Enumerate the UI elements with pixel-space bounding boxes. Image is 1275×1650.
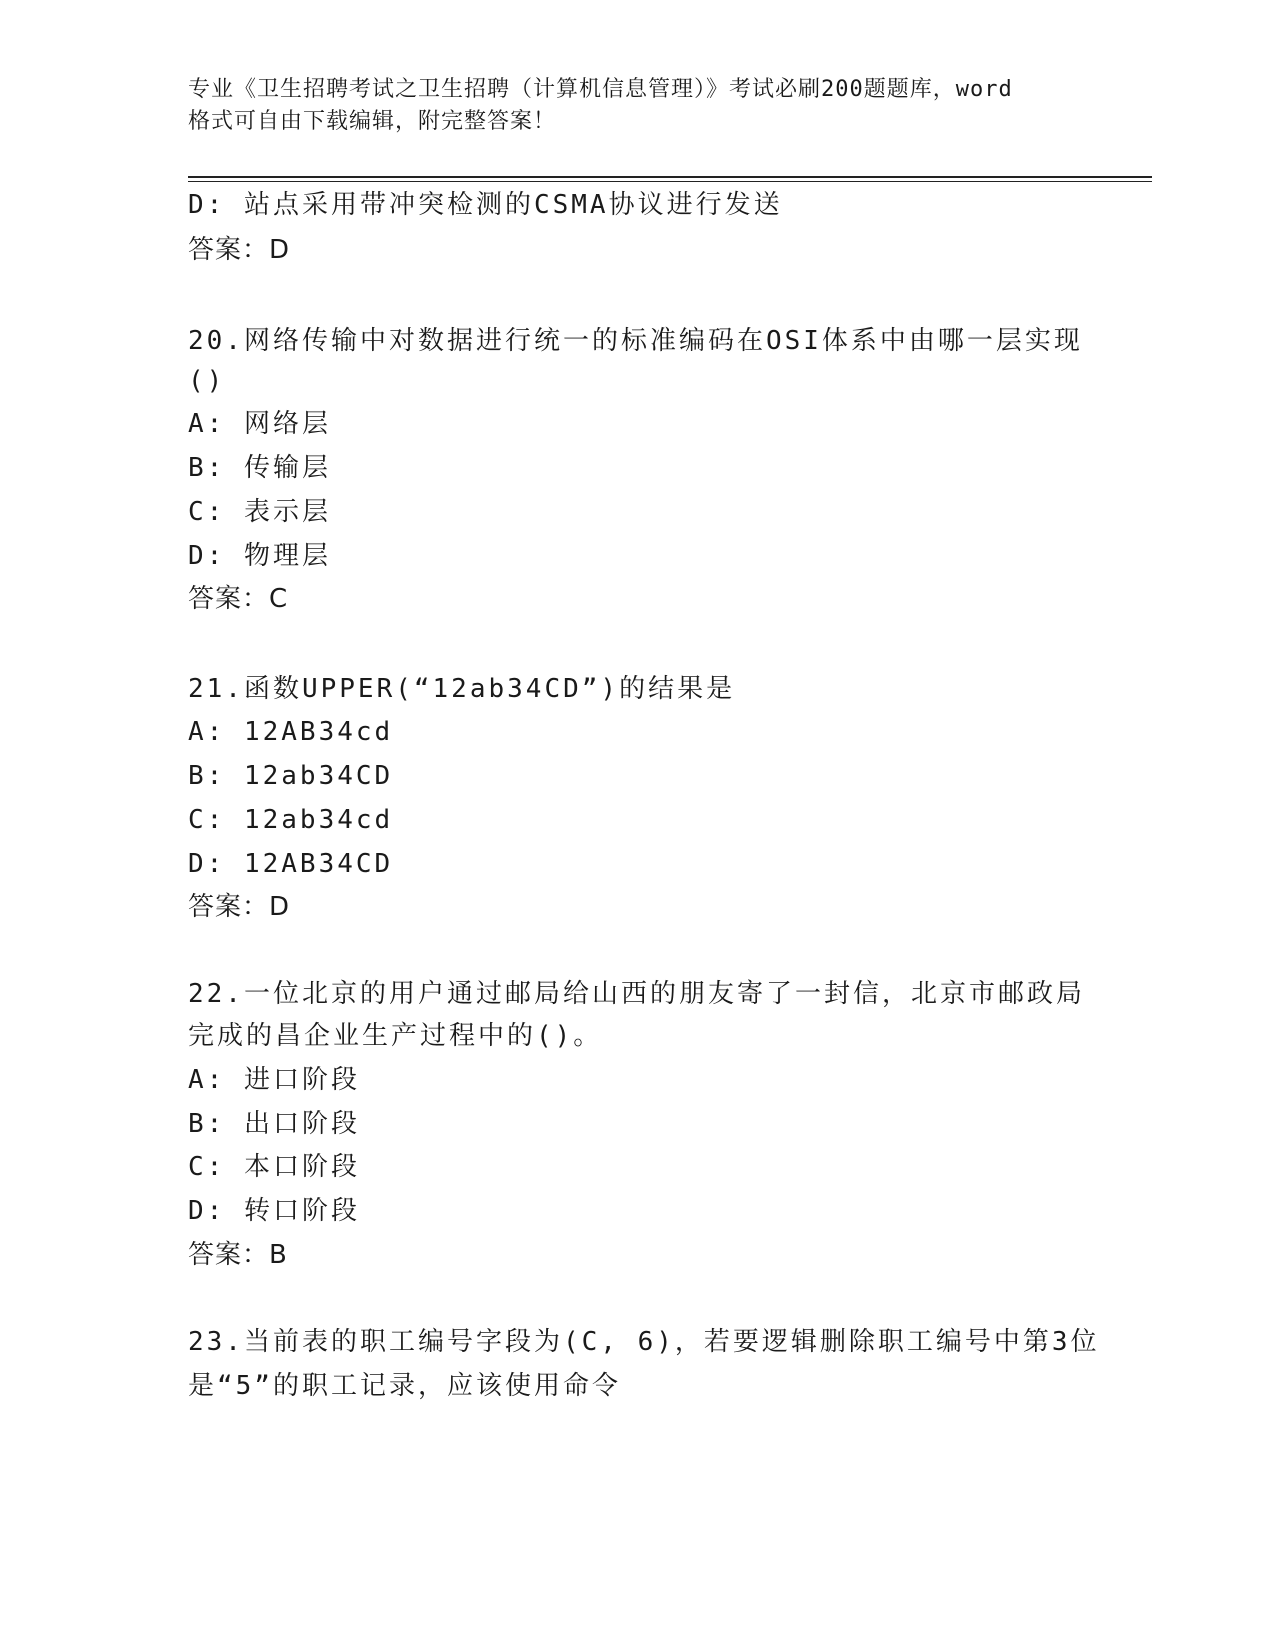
q19-option-d: D: 站点采用带冲突检测的CSMA协议进行发送: [188, 190, 783, 220]
q20-option-b: B: 传输层: [188, 453, 331, 483]
q20-answer: 答案：C: [188, 584, 289, 614]
q20-stem-line-2: (): [188, 366, 226, 396]
q21-answer: 答案：D: [188, 892, 291, 922]
q22-stem-line-1: 22.一位北京的用户通过邮局给山西的朋友寄了一封信，北京市邮政局: [188, 979, 1085, 1009]
q22-option-b: B: 出口阶段: [188, 1109, 360, 1139]
q22-stem-line-2: 完成的昌企业生产过程中的()。: [188, 1021, 603, 1051]
q20-option-a: A: 网络层: [188, 409, 331, 439]
q19-answer: 答案：D: [188, 235, 291, 265]
document-header: [188, 74, 1088, 138]
q21-option-b: B: 12ab34CD: [188, 761, 394, 791]
q22-option-c: C: 本口阶段: [188, 1152, 360, 1182]
header-divider-thin: [188, 181, 1152, 182]
q23-stem-line-2: 是“5”的职工记录，应该使用命令: [188, 1371, 621, 1401]
q22-option-d: D: 转口阶段: [188, 1196, 360, 1226]
q20-option-c: C: 表示层: [188, 497, 331, 527]
q21-option-c: C: 12ab34cd: [188, 805, 394, 835]
header-line-2: 格式可自由下载编辑，附完整答案！: [188, 109, 557, 134]
q20-stem-line-1: 20.网络传输中对数据进行统一的标准编码在OSI体系中由哪一层实现: [188, 326, 1083, 356]
q21-stem-line-1: 21.函数UPPER(“12ab34CD”)的结果是: [188, 674, 736, 704]
q22-option-a: A: 进口阶段: [188, 1065, 360, 1095]
header-divider-thick: [188, 176, 1152, 178]
q21-option-a: A: 12AB34cd: [188, 717, 394, 747]
q23-stem-line-1: 23.当前表的职工编号字段为(C, 6)，若要逻辑删除职工编号中第3位: [188, 1327, 1100, 1357]
header-line-1: 专业《卫生招聘考试之卫生招聘（计算机信息管理）》考试必刷200题题库，word: [188, 77, 1013, 102]
q22-answer: 答案：B: [188, 1240, 288, 1270]
q21-option-d: D: 12AB34CD: [188, 849, 394, 879]
q20-option-d: D: 物理层: [188, 541, 331, 571]
